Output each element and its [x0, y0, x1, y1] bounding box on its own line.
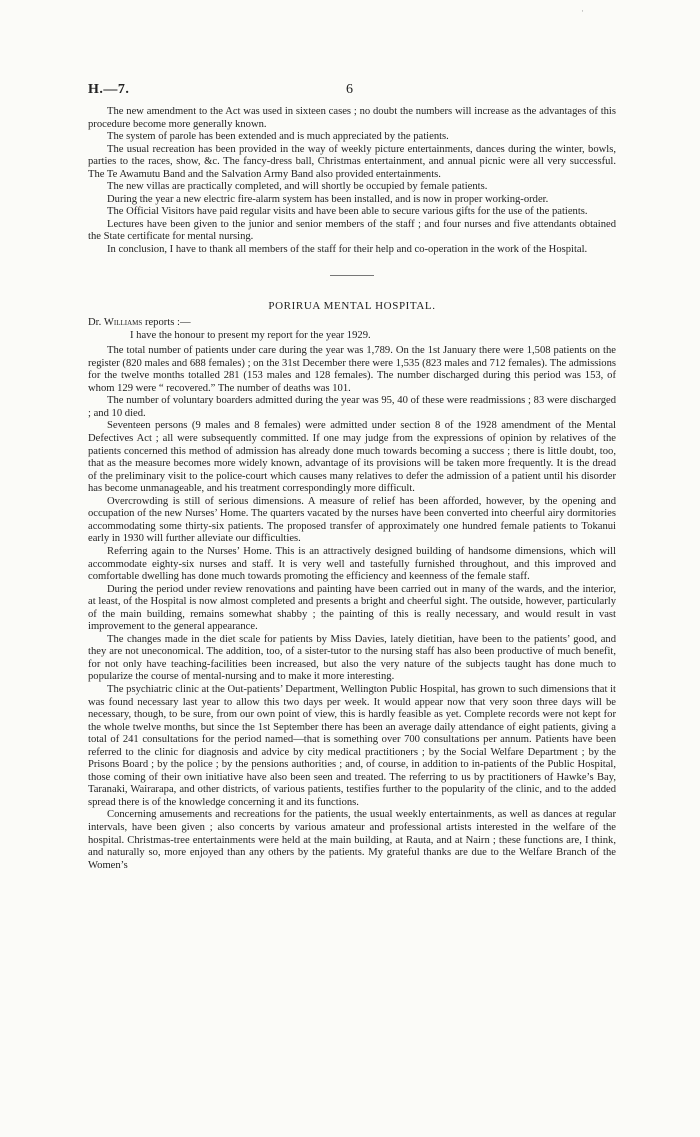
document-page	[88, 84, 616, 872]
paragraph: The new villas are practically completed, and will shortly be occupied by female patients.	[107, 181, 488, 193]
section-title: PORIRUA MENTAL HOSPITAL.	[268, 299, 436, 312]
reporter-suffix: reports :—	[144, 317, 191, 329]
paragraph: The number of voluntary boarders admitted during the year was 95, 40 of these were readmissions ; 83 were discharged ; and 10 died.	[88, 395, 616, 419]
paragraph: The usual recreation has been provided in the way of weekly picture entertainments, dances during the winter, bowls, parties to the races, show, &c. The fancy-dress ball, Christmas entertainment, and annual picnic were all very successful. The Te Awamutu Band and the Salvation Army Band also provided entertainments.	[88, 143, 616, 180]
margin-mark: ·	[581, 6, 584, 16]
paragraph: Referring again to the Nurses’ Home. This is an attractively designed building of handsome dimensions, which will accommodate eighty-six nurses and staff. It is very well and tastefully furnished throughout, and this improved and comfortable dwelling has done much towards promoting the efficiency and keenness of the female staff.	[88, 545, 616, 583]
paragraph: In conclusion, I have to thank all members of the staff for their help and co-operation in the work of the Hospital.	[107, 244, 588, 256]
paragraph: The system of parole has been extended and is much appreciated by the patients.	[107, 131, 449, 143]
section-divider	[330, 275, 374, 276]
paragraph: The total number of patients under care during the year was 1,789. On the 1st January there were 1,508 patients on the register (820 males and 688 females) ; on the 31st December there were 1,535 (823 males and 712 females). The admissions for the twelve months totalled 281 (153 males and 128 females). The number discharged during this period was 153, of whom 129 were “ recovered.” The number of deaths was 101.	[88, 345, 616, 394]
paragraph: The changes made in the diet scale for patients by Miss Davies, lately dietitian, have been to the patients’ good, and they are not uneconomical. The addition, too, of a sister-tutor to the nursing staff has also been productive of much benefit, for not only have teaching-facilities been increased, but also the very nature of the subjects taught has done much to popularize the course of mental-nursing and to make it more interesting.	[88, 633, 616, 683]
paragraph: Concerning amusements and recreations for the patients, the usual weekly entertainments, as well as dances at regular intervals, have been given ; also concerts by various amateur and professional artists interested in the welfare of the hospital. Christmas-tree entertainments were held at the main building, at Rauta, and at Nairn ; these functions are, I think, and naturally so, more enjoyed than any others by the patients. My grateful thanks are due to the Welfare Branch of the Women’s	[88, 809, 616, 871]
page-number: 6	[346, 82, 353, 97]
paragraph: The new amendment to the Act was used in sixteen cases ; no doubt the numbers will increase as the advantages of this procedure become more generally known.	[88, 106, 616, 130]
paragraph: Overcrowding is still of serious dimensions. A measure of relief has been afforded, however, by the opening and occupation of the new Nurses’ Home. The quarters vacated by the nurses have been converted into cheerful airy dormitories accommodating some thirty-six patients. The proposed transfer of approximately one hundred female patients to Tokanui early in 1930 will further alleviate our difficulties.	[88, 495, 616, 545]
reporter-name: Williams	[103, 317, 143, 329]
paragraph: The psychiatric clinic at the Out-patients’ Department, Wellington Public Hospital, has grown to such dimensions that it was found necessary last year to allow this two days per week. It would appear now that very soon three days will be necessary, though, to be sure, from our own point of view, this is hardly feasible as yet. Complete records were not kept for the whole twelve months, but since the 1st September there has been an average daily attendance of eight patients, giving a total of 241 consultations for the period named—that is something over 700 consultations per annum. Patients have been referred to the clinic for diagnosis and advice by city medical practitioners ; by the Social Welfare Department ; by the Prisons Board ; by the police ; by the pensions authorities ; and, of course, in addition to in-patients of the Public Hospital, those coming of their own initiative have also been seen and treated. The referring to us by practitioners of Hawke’s Bay, Taranaki, Wairarapa, and other districts, of various patients, testifies further to the popularity of the clinic, and to the added spread there is of the knowledge concerning it and its functions.	[88, 683, 616, 808]
greeting: I have the honour to present my report for the year 1929.	[130, 329, 371, 341]
paragraph: During the period under review renovations and painting have been carried out in many of the wards, and the interior, at least, of the Hospital is now almost completed and presents a bright and cheerful sight. The outside, however, particularly of the main building, remains somewhat shabby ; the painting of this is really necessary, and would result in vast improvement to the general appearance.	[88, 583, 616, 633]
paragraph: The Official Visitors have paid regular visits and have been able to secure various gifts for the use of the patients.	[107, 206, 588, 218]
section-previous-hospital-report	[88, 106, 616, 257]
paragraph: Seventeen persons (9 males and 8 females) were admitted under section 8 of the 1928 amendment of the Mental Defectives Act ; all were subsequently committed. If one may judge from the expressions of opinion by relatives of the patients concerned this method of admission has already done much towards becoming a success ; there is little doubt, too, that as the measure becomes more widely known, advantage of its provisions will be taken more frequently. It is the dread of the preliminary visit to the police-court which causes many relatives to defer the admission of a patient until his disorder has become unmanageable, and his treatment correspondingly more difficult.	[88, 420, 616, 495]
page-header	[88, 84, 616, 106]
reporter-prefix: Dr.	[88, 317, 102, 329]
paragraph: During the year a new electric fire-alarm system has been installed, and is now in proper working-order.	[107, 193, 549, 205]
section-porirua-report	[88, 300, 616, 873]
paragraph: Lectures have been given to the junior and senior members of the staff ; and four nurses and five attendants obtained the State certificate for mental nursing.	[88, 218, 616, 243]
document-code: H.—7.	[88, 82, 130, 97]
reporter-line	[88, 317, 616, 330]
